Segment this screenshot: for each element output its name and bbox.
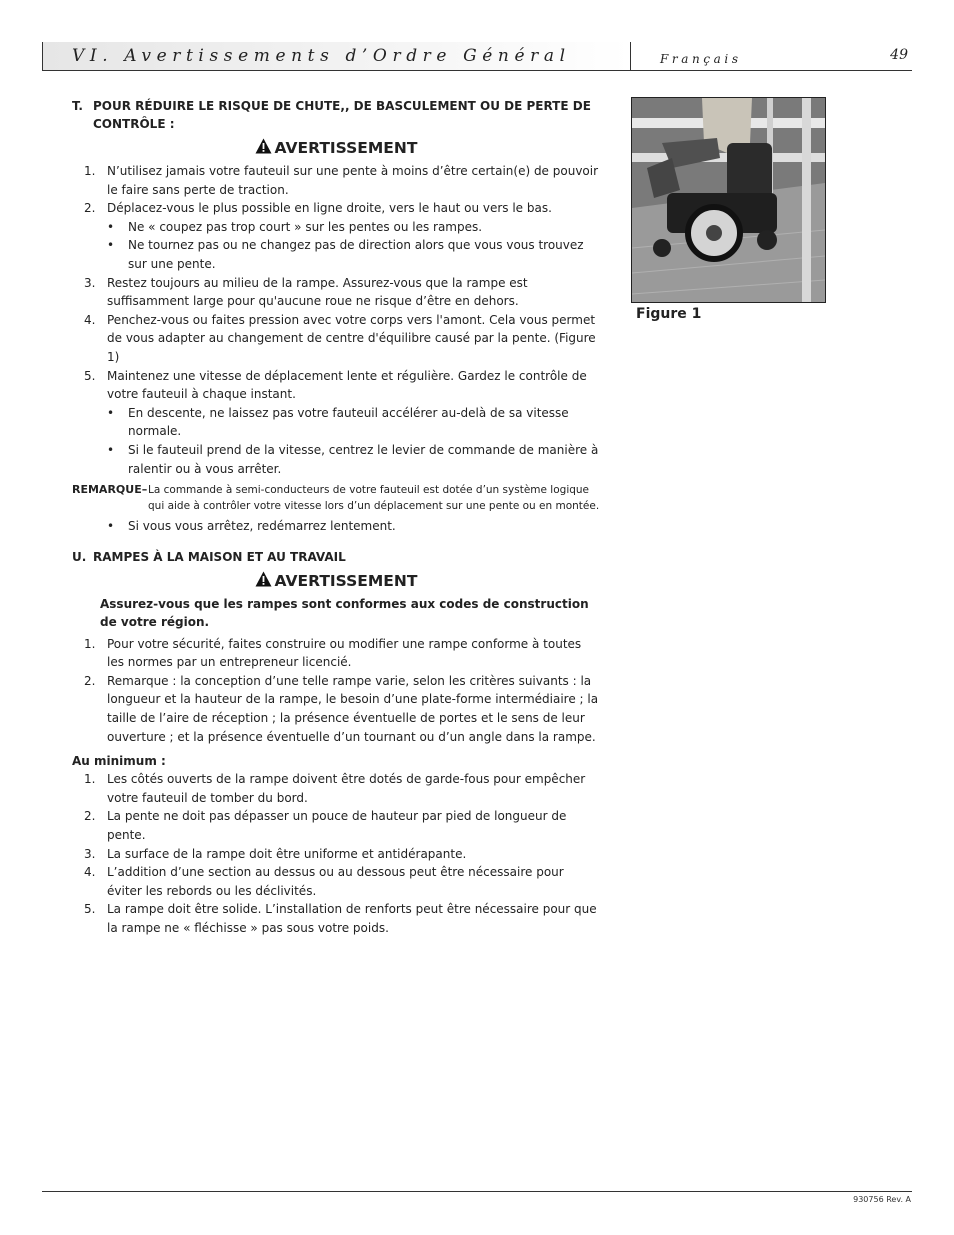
- item-number: 2.: [84, 201, 96, 216]
- list-item: [72, 635, 600, 672]
- bullet-dot: •: [107, 519, 115, 534]
- item-text: La pente ne doit pas dépasser un pouce de hauteur par pied de longueur de pente.: [107, 809, 567, 843]
- list-item: [72, 900, 600, 937]
- item-text: Restez toujours au milieu de la rampe. Assurez-vous que la rampe est suffisamment large pour qu'aucune roue ne risque d’être en dehors.: [107, 275, 528, 309]
- remark-text: La commande à semi-conducteurs de votre fauteuil est dotée d’un système logique qui aide à contrôler votre vitesse lors d’un déplacement sur une pente ou en montée.: [148, 484, 600, 513]
- language-label: Français: [660, 52, 742, 66]
- item-number: 5.: [84, 902, 96, 917]
- bullet-item: [72, 517, 600, 536]
- warning-label: AVERTISSEMENT: [274, 139, 418, 157]
- item-text: Maintenez une vitesse de déplacement lente et régulière. Gardez le contrôle de votre fauteuil à chaque instant.: [107, 368, 587, 402]
- after-note-bullets: [72, 517, 600, 536]
- remark-label: REMARQUE–: [72, 483, 148, 497]
- list-item: [72, 863, 600, 900]
- section-u-list: [72, 635, 600, 747]
- section-t-heading: [72, 97, 600, 133]
- bullet-text: Ne tournez pas ou ne changez pas de direction alors que vous vous trouvez sur une pente.: [128, 238, 584, 271]
- list-item: [72, 845, 600, 864]
- item-number: 3.: [84, 846, 96, 861]
- list-item: [72, 162, 600, 199]
- bullet-dot: •: [107, 219, 115, 234]
- list-item: [72, 672, 600, 746]
- wheelchair-on-ramp-illustration: [632, 98, 825, 302]
- item-number: 2.: [84, 673, 96, 688]
- warning-triangle-icon: [255, 138, 272, 154]
- figure-caption: Figure 1: [636, 306, 702, 322]
- section-u-heading: [72, 548, 600, 566]
- minimum-list: [72, 770, 600, 937]
- page-header: [42, 42, 912, 72]
- list-item: [72, 367, 600, 404]
- section-t-list: [72, 162, 600, 218]
- section-u-title: RAMPES À LA MAISON ET AU TRAVAIL: [93, 549, 346, 564]
- item-number: 5.: [84, 368, 96, 383]
- section-u-letter: U.: [72, 549, 87, 564]
- item-text: Déplacez-vous le plus possible en ligne droite, vers le haut ou vers le bas.: [107, 201, 552, 216]
- header-divider: [630, 42, 631, 71]
- footer-rule: [42, 1191, 912, 1192]
- list-item: [72, 770, 600, 807]
- section-t-warning: [72, 137, 600, 159]
- bullet-text: Ne « coupez pas trop court » sur les pentes ou les rampes.: [128, 219, 483, 234]
- list-item: [72, 199, 600, 218]
- item-number: 3.: [84, 275, 96, 290]
- section-u-warning: [72, 570, 600, 592]
- section-u-warning-text: Assurez-vous que les rampes sont conformes aux codes de construction de votre région.: [100, 596, 589, 629]
- section-t-item2-bullets: [72, 218, 600, 274]
- item-number: 2.: [84, 809, 96, 824]
- list-item: [72, 807, 600, 844]
- item-number: 4.: [84, 865, 96, 880]
- section-t-title: POUR RÉDUIRE LE RISQUE DE CHUTE,, DE BASCULEMENT OU DE PERTE DE CONTRÔLE :: [93, 99, 591, 131]
- bullet-item: [72, 218, 600, 237]
- item-text: Penchez-vous ou faites pression avec votre corps vers l'amont. Cela vous permet de vous adapter au changement de centre d'équilibre causé par la pente. (Figure 1): [107, 312, 596, 364]
- bullet-item: [72, 441, 600, 478]
- item-text: L’addition d’une section au dessus ou au dessous peut être nécessaire pour éviter les rebords ou les déclivités.: [107, 865, 564, 898]
- list-item: [72, 274, 600, 311]
- bullet-text: Si le fauteuil prend de la vitesse, centrez le levier de commande de manière à ralentir ou à vous arrêter.: [128, 442, 599, 476]
- item-number: 4.: [84, 312, 96, 327]
- main-column: [72, 97, 600, 938]
- item-text: Remarque : la conception d’une telle rampe varie, selon les critères suivants : la longueur et la hauteur de la rampe, le besoin d’une plate-forme intermédiaire ; la taille de l’aire de réception ; la présence éventuelle de portes et le sens de leur ouverture ; et la présence éventuelle d’un tournant ou d’un angle dans la rampe.: [107, 673, 599, 744]
- bullet-text: En descente, ne laissez pas votre fauteuil accélérer au-delà de sa vitesse normale.: [128, 405, 569, 439]
- figure-1-photo: [631, 97, 826, 303]
- warning-label: AVERTISSEMENT: [274, 571, 418, 590]
- header-rule: [42, 70, 912, 71]
- item-text: Les côtés ouverts de la rampe doivent être dotés de garde-fous pour empêcher votre fauteuil de tomber du bord.: [107, 772, 586, 805]
- bullet-item: [72, 404, 600, 441]
- page-number: 49: [890, 47, 908, 63]
- item-text: N’utilisez jamais votre fauteuil sur une pente à moins d’être certain(e) de pouvoir le faire sans perte de traction.: [107, 164, 599, 197]
- bullet-dot: •: [107, 405, 115, 420]
- header-left-rule: [42, 42, 43, 70]
- section-t-item5-bullets: [72, 404, 600, 478]
- item-text: La rampe doit être solide. L’installation de renforts peut être nécessaire pour que la rampe ne « fléchisse » pas sous votre poids.: [107, 902, 597, 935]
- bullet-dot: •: [107, 442, 115, 457]
- section-t-letter: T.: [72, 99, 83, 113]
- section-t-list-cont: [72, 274, 600, 404]
- item-number: 1.: [84, 772, 96, 787]
- remark-note: [72, 482, 600, 514]
- warning-triangle-icon: [255, 571, 272, 587]
- minimum-label: Au minimum :: [72, 754, 166, 769]
- document-code: 930756 Rev. A: [853, 1195, 911, 1204]
- bullet-text: Si vous vous arrêtez, redémarrez lentement.: [128, 519, 396, 534]
- list-item: [72, 311, 600, 367]
- item-text: Pour votre sécurité, faites construire ou modifier une rampe conforme à toutes les normes par un entrepreneur licencié.: [107, 636, 582, 670]
- chapter-title: VI. Avertissements d’Ordre Général: [72, 46, 571, 66]
- item-number: 1.: [84, 164, 96, 178]
- bullet-item: [72, 236, 600, 273]
- item-text: La surface de la rampe doit être uniforme et antidérapante.: [107, 846, 467, 861]
- bullet-dot: •: [107, 238, 115, 253]
- item-number: 1.: [84, 636, 96, 651]
